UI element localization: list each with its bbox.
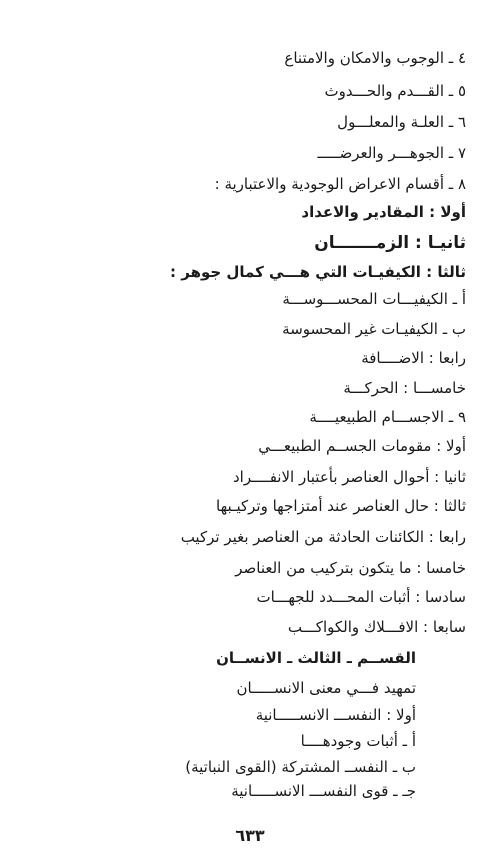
section-heading-quantities: أولا : المقادير والاعداد: [301, 203, 466, 221]
toc-line-spheres-stars: سابعا : الافـــلاك والكواكـــب: [287, 618, 466, 636]
toc-line-human-soul-powers: جـ ـ قوى النفســـ الانســـــانية: [231, 782, 416, 800]
section-heading-qualities: ثالثا : الكيفيـات التي هـــي كمال جوهر :: [170, 263, 466, 281]
page-number: ٦٣٣: [235, 826, 265, 845]
section-heading-time: ثانيـا : الزمـــــــان: [314, 233, 466, 253]
toc-line-beings-without-compound: رابعا : الكائنات الحادثة من العناصر بغير تركيب: [180, 528, 466, 546]
toc-line-sensible-qualities: أ ـ الكيفيـــات المحســـوســـة: [282, 290, 466, 308]
toc-line-proof-existence: أ ـ أثبات وجودهــــا: [300, 732, 416, 750]
part-heading-man: القســم ـ الثالث ـ الانســان: [216, 649, 416, 667]
toc-line-7: ٧ ـ الجوهـــر والعرضـــــ: [317, 144, 466, 162]
toc-line-natural-bodies: ٩ ـ الاجســـام الطبيعيــــة: [309, 408, 466, 426]
toc-line-4: ٤ ـ الوجوب والامكان والامتناع: [284, 49, 466, 67]
toc-line-common-soul: ب ـ النفســ المشتركة (القوى النباتية): [185, 758, 416, 776]
toc-line-directions: سادسا : أثبات المحـــدد للجهـــات: [256, 588, 466, 606]
toc-line-8: ٨ ـ أقسام الاعراض الوجودية والاعتبارية :: [214, 175, 466, 193]
toc-line-body-constituents: أولا : مقومات الجســم الطبيعـــي: [258, 437, 466, 455]
toc-line-relation: رابعا : الاضــــافة: [361, 349, 466, 367]
toc-line-5: ٥ ـ القـــدم والحـــدوث: [324, 82, 466, 100]
toc-line-elements-alone: ثانيا : أحوال العناصر بأعتبار الانفــــراد: [233, 468, 466, 486]
toc-line-motion: خامســـا : الحركـــة: [343, 379, 466, 397]
toc-line-compounds: خامسا : ما يتكون بتركيب من العناصر: [235, 559, 466, 577]
toc-line-human-soul: أولا : النفســـ الانســـــانية: [255, 706, 416, 724]
toc-line-intro-man: تمهيد فـــي معنى الانســـــان: [236, 679, 416, 697]
toc-line-nonsensible-qualities: ب ـ الكيفيـات غير المحسوسة: [282, 320, 466, 338]
toc-line-elements-mixed: ثالثا : حال العناصر عند أمتزاجها وتركيـبها: [216, 497, 466, 515]
toc-line-6: ٦ ـ العلـة والمعلـــول: [337, 113, 466, 131]
